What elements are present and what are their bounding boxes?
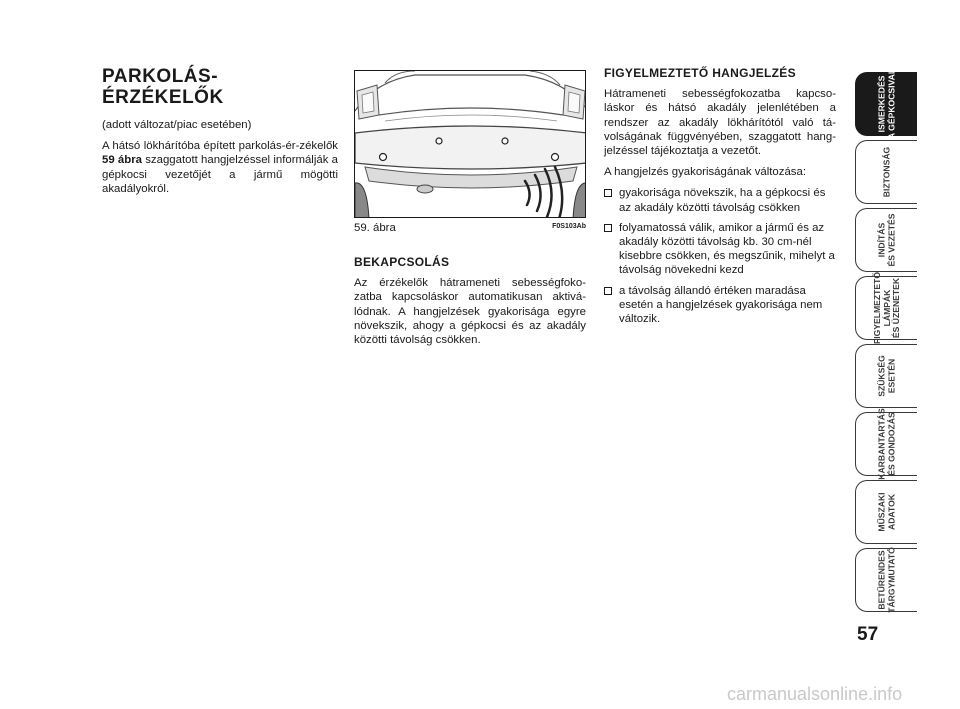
tab-label: FIGYELMEZTETŐ LÁMPÁK ÉS ÜZENETEK bbox=[871, 271, 901, 345]
chapter-tabs bbox=[855, 68, 917, 616]
title-line-2: ÉRZÉKELŐK bbox=[102, 87, 224, 108]
list-item bbox=[604, 284, 836, 327]
list-item-text: gyakorisága növekszik, ha a gépkocsi és az akadály közötti távolság csökken bbox=[619, 187, 826, 214]
tab-label: BETŰRENDES TÁRGYMUTATÓ bbox=[876, 547, 896, 613]
car-rear-drawing bbox=[355, 71, 586, 218]
tab-label: INDÍTÁS ÉS VEZETÉS bbox=[876, 213, 896, 267]
activation-heading: BEKAPCSOLÁS bbox=[354, 255, 450, 269]
activation-paragraph: Az érzékelők hátrameneti sebességfoko-zatba kapcsoláskor automatikusan aktivá-lódnak. A hangjelzések gyakorisága egyre növekszik, ahogy a gépkocsi és az akadály közötti távolság csökken. bbox=[354, 277, 586, 347]
tab-biztonsag[interactable] bbox=[855, 140, 917, 204]
page-number: 57 bbox=[857, 624, 879, 645]
frequency-intro: A hangjelzés gyakoriságának változása: bbox=[604, 166, 806, 179]
warning-paragraph: Hátrameneti sebességfokozatba kapcso-láskor és hátsó akadály jelenlétében a rendszer az akadály lökhárítótól való tá-volságának függvényében, szaggatott hang-jelzéssel tájékoztatja a vezetőt. bbox=[604, 88, 836, 158]
tab-label: MŰSZAKI ADATOK bbox=[876, 492, 896, 532]
tab-figyelmezteto[interactable] bbox=[855, 271, 917, 345]
intro-text-start: A hátsó lökhárítóba épített parkolás-ér-zékelők bbox=[102, 140, 338, 153]
availability-note: (adott változat/piac esetében) bbox=[102, 119, 252, 131]
list-item bbox=[604, 221, 836, 278]
tab-label: KARBANTARTÁS ÉS GONDOZÁS bbox=[876, 408, 896, 480]
tab-label: SZÜKSÉG ESETÉN bbox=[876, 355, 896, 397]
tab-inditas[interactable] bbox=[855, 208, 917, 272]
list-item-text: folyamatossá válik, amikor a jármű és az akadály közötti távolság kb. 30 cm-nél kisebbre csökken, és megszűnik, mihelyt a távolság növekedni kezd bbox=[619, 221, 835, 277]
tab-betturendes[interactable] bbox=[855, 548, 917, 612]
warning-signal-heading: FIGYELMEZTETŐ HANGJELZÉS bbox=[604, 66, 796, 80]
tab-szukseg-eseten[interactable] bbox=[855, 344, 917, 408]
section-title bbox=[102, 66, 338, 108]
watermark: carmanualsonline.info bbox=[727, 684, 903, 704]
left-column bbox=[102, 66, 338, 203]
right-column bbox=[604, 66, 836, 332]
tab-karbantartas[interactable] bbox=[855, 408, 917, 480]
figure-caption bbox=[354, 222, 586, 234]
figure-59-rear-bumper-illustration bbox=[354, 70, 586, 218]
checkbox-bullet-icon bbox=[604, 189, 612, 197]
intro-text-end: szaggatott hangjelzéssel informálják a gépkocsi vezetőjét a jármű mögötti akadályokról. bbox=[102, 154, 338, 195]
tab-muszaki-adatok[interactable] bbox=[855, 480, 917, 544]
tab-label: BIZTONSÁG bbox=[880, 146, 891, 198]
list-item bbox=[604, 186, 836, 214]
title-line-1: PARKOLÁS- bbox=[102, 66, 219, 87]
figure-reference: 59 ábra bbox=[102, 154, 142, 167]
intro-paragraph bbox=[102, 139, 338, 196]
checkbox-bullet-icon bbox=[604, 224, 612, 232]
checkbox-bullet-icon bbox=[604, 287, 612, 295]
list-item-text: a távolság állandó értéken maradása esetén a hangjelzések gyakorisága nem változik. bbox=[619, 284, 823, 326]
figure-code: F0S103Ab bbox=[552, 223, 586, 230]
frequency-list bbox=[604, 186, 836, 326]
tab-label: ISMERKEDÉS A GÉPKOCSIVAL bbox=[876, 68, 896, 140]
middle-column bbox=[354, 255, 586, 354]
tab-ismerkedes[interactable] bbox=[855, 68, 917, 140]
figure-caption-text: 59. ábra bbox=[354, 222, 396, 234]
